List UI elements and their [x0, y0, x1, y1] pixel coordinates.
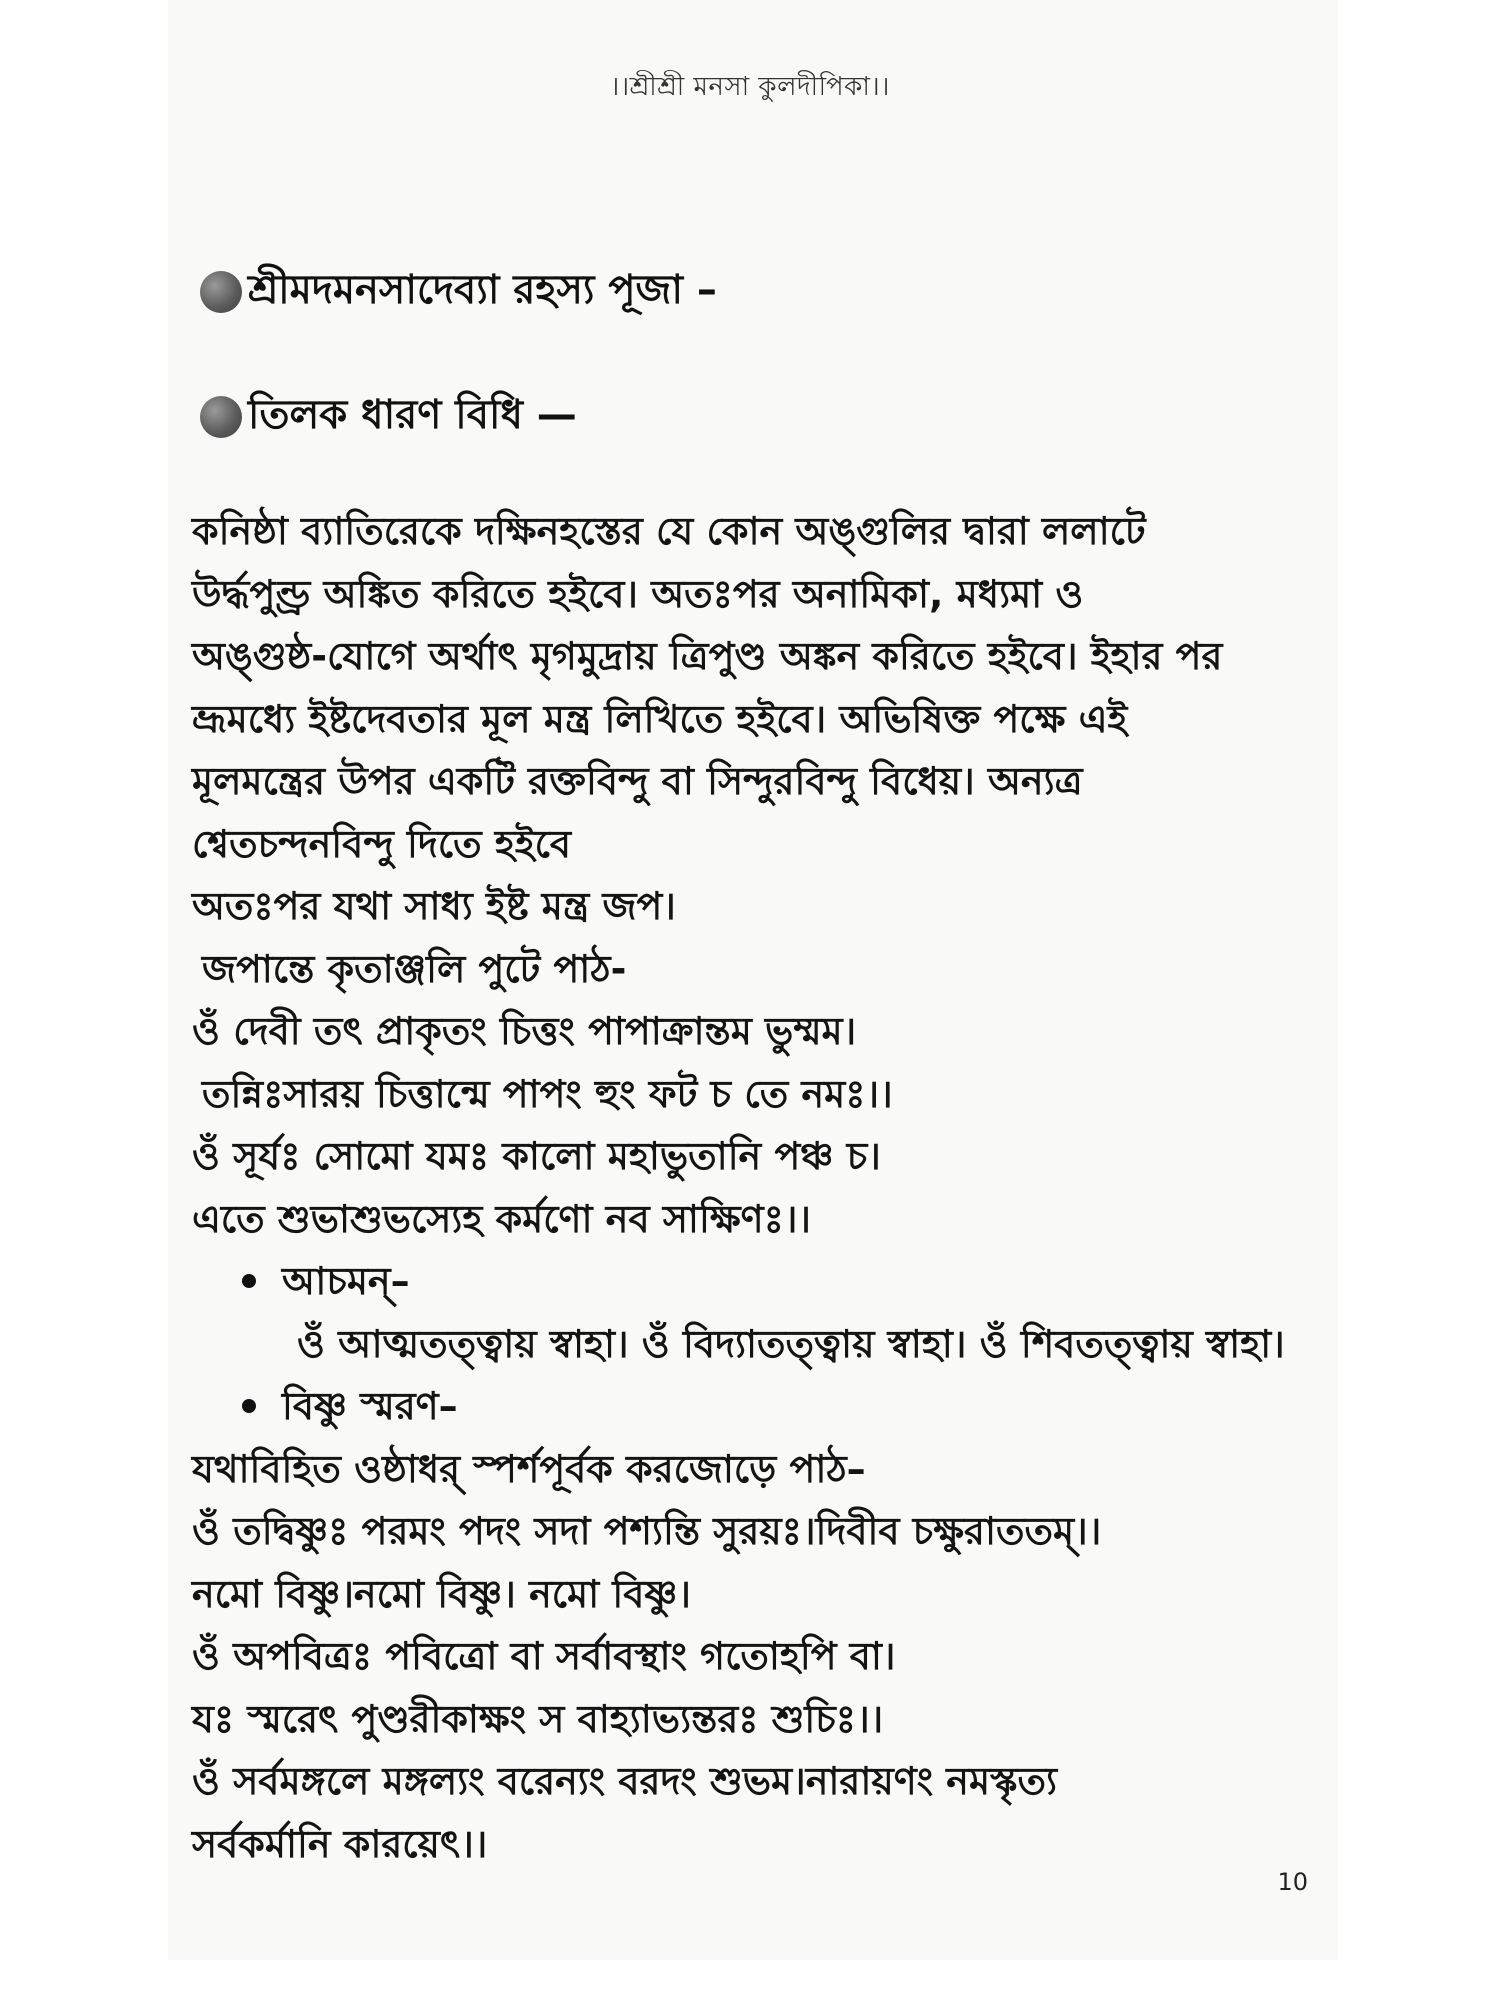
section-heading-rahasya-puja — [200, 258, 717, 325]
bullet-dot-icon — [242, 1274, 256, 1288]
text-line: উর্দ্ধপুণ্ড্র অঙ্কিত করিতে হইবে। অতঃপর অনামিকা, মধ্যমা ও — [192, 571, 1084, 616]
text-line: তন্নিঃসারয় চিত্তান্মে পাপং হুং ফট চ তে নমঃ।। — [202, 1071, 893, 1116]
text-line: এতে শুভাশুভস্যেহ কর্মণো নব সাক্ষিণঃ।। — [192, 1196, 812, 1241]
text-line: মূলমন্ত্রের উপর একটি রক্তবিন্দু বা সিন্দুরবিন্দু বিধেয়। অন্যত্র — [192, 759, 1083, 803]
achaman-mantra: ওঁ আত্মতত্ত্বায় স্বাহা। ওঁ বিদ্যাতত্ত্বায় স্বাহা। ওঁ শিবতত্ত্বায় স্বাহা। — [297, 1321, 1285, 1366]
text-line: ওঁ অপবিত্রঃ পবিত্রো বা সর্বাবস্থাং গতোহপি বা। — [192, 1634, 896, 1678]
body-text — [192, 500, 1342, 1875]
text-line: যঃ স্মরেৎ পুণ্ডরীকাক্ষং স বাহ্যাভ্যন্তরঃ শুচিঃ।। — [192, 1696, 884, 1741]
text-line: জপান্তে কৃতাঞ্জলি পুটে পাঠ- — [202, 946, 627, 991]
text-line: যথাবিহিত ওষ্ঠাধর্ স্পর্শপূর্বক করজোড়ে পাঠ– — [192, 1446, 866, 1491]
bullet-disc-icon — [200, 271, 242, 313]
text-line: ওঁ দেবী তৎ প্রাকৃতং চিত্তং পাপাক্রান্তম ভুম্মম। — [192, 1009, 857, 1053]
running-header: ।।শ্রীশ্রী মনসা কুলদীপিকা।। — [610, 72, 890, 102]
heading-text: শ্রীমদমনসাদেব্যা রহস্য পূজা – — [248, 267, 717, 313]
section-heading-tilak — [200, 383, 577, 450]
text-line: অঙ্গুষ্ঠ-যোগে অর্থাৎ মৃগমুদ্রায় ত্রিপুণ্ড অঙ্কন করিতে হইবে। ইহার পর — [192, 634, 1223, 678]
heading-text: তিলক ধারণ বিধি — — [248, 392, 577, 438]
list-item-achaman — [192, 1250, 1342, 1313]
text-line: ওঁ সূর্যঃ সোমো যমঃ কালো মহাভুতানি পঞ্চ চ। — [192, 1134, 881, 1178]
bullet-disc-icon — [200, 396, 242, 438]
text-line: ওঁ তদ্বিষ্ণুঃ পরমং পদং সদা পশ্যন্তি সুরয়ঃ।দিবীব চক্ষুরাততম্।। — [192, 1509, 1102, 1553]
list-item-vishnu-smaran — [192, 1375, 1342, 1438]
text-line: কনিষ্ঠা ব্যাতিরেকে দক্ষিনহস্তের যে কোন অঙ্গুলির দ্বারা ললাটে — [192, 509, 1146, 553]
text-line: নমো বিষ্ণু।নমো বিষ্ণু। নমো বিষ্ণু। — [192, 1571, 691, 1616]
page-number: 10 — [1277, 1868, 1308, 1896]
bullet-dot-icon — [242, 1399, 256, 1413]
list-item-label: আচমন্– — [282, 1259, 410, 1303]
text-line: শ্বেতচন্দনবিন্দু দিতে হইবে — [192, 821, 572, 866]
text-line: ওঁ সর্বমঙ্গলে মঙ্গল্যং বরেন্যং বরদং শুভম।নারায়ণং নমস্কৃত্য — [192, 1759, 1057, 1803]
text-line: ভ্রূমধ্যে ইষ্টদেবতার মূল মন্ত্র লিখিতে হইবে। অভিষিক্ত পক্ষে এই — [192, 696, 1128, 741]
text-line: অতঃপর যথা সাধ্য ইষ্ট মন্ত্র জপ। — [192, 884, 676, 928]
list-item-label: বিষ্ণু স্মরণ– — [282, 1384, 458, 1428]
text-line: সর্বকর্মানি কারয়েৎ।। — [192, 1821, 488, 1866]
